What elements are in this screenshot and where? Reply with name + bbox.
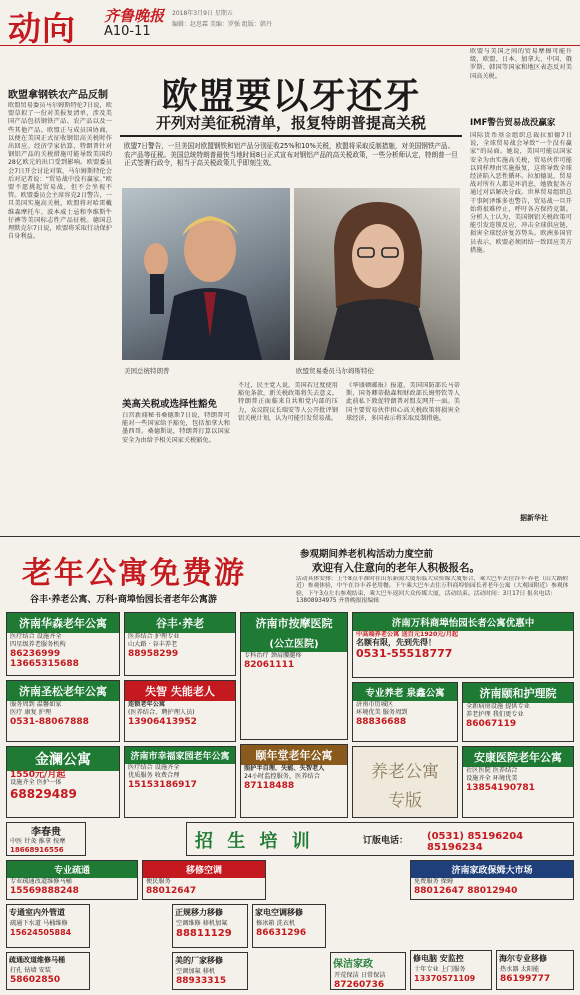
ad-head: 颐年堂老年公寓 — [241, 745, 347, 765]
ad-head: 招 生 培 训 — [195, 831, 314, 852]
ad-head: 移修空调 — [143, 861, 265, 878]
ad-phone: 82061111 — [244, 660, 295, 670]
mid-article-title: 美高关税或选择性豁免 — [122, 399, 218, 410]
ad-head: 专通室内外管道 — [9, 908, 65, 917]
ad-small — [142, 860, 266, 900]
ad-head: 家电空调移修 — [255, 908, 303, 917]
ad-box — [462, 682, 574, 742]
ad-box — [124, 612, 236, 676]
ad-head: 美的厂家移修 — [175, 956, 223, 965]
ad-line: 空调加氟 移机 — [176, 968, 216, 975]
photo2-caption: 欧盟贸易委员马尔姆斯特伦 — [296, 367, 374, 375]
right-article-title: IMF警告贸易战没赢家 — [470, 118, 556, 128]
ad-phone: (0531) 85196204 85196234 — [427, 831, 524, 853]
ad-box — [6, 680, 120, 742]
ad-box — [6, 612, 120, 676]
ad-head: 金澜公寓 — [7, 747, 119, 771]
mid-article-col1: 白宫新闻秘书桑德斯7日说，特朗普可能对一些国家给予豁免，包括加拿大和墨西哥。桑德斯说，特朗普打算以国家安全为由给予相关国家关税豁免。 — [122, 412, 230, 444]
main-subhead: 开列对美征税清单，报复特朗普提高关税 — [155, 114, 426, 132]
ad-line: 专科治疗 颈肩腰腿疼 — [244, 652, 302, 659]
ad-head: 济南华森老年公寓 — [7, 613, 119, 633]
ad-line: 设施齐全 医护一体 — [10, 779, 62, 786]
right-top-text: 欧盟与美国之间的贸易摩擦可能升级，欧盟、日本、加拿大、中国、俄罗斯、韩国等国家和地区表态反对美国高关税。 — [470, 48, 572, 80]
ad-line: 四星级养老服务机构 — [10, 641, 66, 648]
header-date: 2018年3月9日 星期五 — [172, 10, 233, 17]
ad-phone: 88958299 — [128, 649, 179, 659]
right-article-body: 国际货币基金组织总裁拉加德7日说，全球贸易战会导致“一个没有赢家”的局面。她说，美国可能以国家安全为由实施高关税，贸易伙伴可能以同样理由实施报复，这将导致全球经济陷入恶性循环。拉加德说，贸易战对所有人都是坏消息，她敦促各方通过对话解决分歧。世界贸易组织总干事阿泽维多也警告，贸易战一旦开始将很难停止，呼吁各方保持克制。分析人士认为，美国钢铝关税政策可能引发连锁反应，冲击全球供应链，损害全球经济复苏势头。欧洲多国官员表示，欧盟必须团结一致回应美方措施。 — [470, 132, 572, 254]
ad-phone: 88933315 — [176, 976, 227, 986]
header-editors: 编辑：赵思霖 美编：罗强 组版：韩丹 — [172, 21, 272, 28]
article-credit: 据新华社 — [520, 514, 548, 522]
ad-head: 济南市按摩医院 — [241, 613, 347, 633]
ad-phone: 15569888248 — [10, 886, 79, 896]
ad-head: 济南家政保姆大市场 — [411, 861, 573, 878]
ad-event-title1: 参观期间养老机构活动力度空前 — [300, 549, 434, 560]
ad-phone: 88836688 — [356, 717, 407, 727]
ad-head: 谷丰·养老 — [125, 613, 235, 633]
ad-phone: 58602850 — [10, 975, 61, 985]
ad-line: 便民服务 — [146, 878, 171, 885]
ad-head: 养老公寓 — [371, 762, 439, 782]
ad-line: 医疗结合 设施齐全 — [128, 764, 180, 771]
ad-box — [462, 746, 574, 818]
ad-phone: 13906413952 — [128, 717, 197, 727]
ad-small — [496, 950, 574, 990]
ad-head: 正规移力移修 — [175, 908, 223, 917]
ad-phone: 86067119 — [466, 719, 517, 729]
ad-phone: 86199777 — [500, 974, 551, 984]
ad-subhead: (公立医院) — [241, 633, 347, 652]
ad-small — [330, 952, 406, 990]
ad-line: 山大路 · 谷丰养老 — [128, 641, 178, 648]
ad-line: 开荒保洁 日常保洁 — [334, 972, 386, 979]
ad-small — [186, 822, 574, 856]
ad-line: 环境优美 服务周到 — [356, 709, 408, 716]
section-title: 动向 — [8, 9, 76, 48]
main-intro: 欧盟7日警告，一旦美国对欧盟钢铁和铝产品分别征收25%和10%关税，欧盟将采取反制措施，对美国钢铁产品、农产品等征税。美国总统特朗普最快当地时间8日正式宣布对钢铝产品的高关税政策，一些分析师认定，特朗普一旦正式签署行政令，相当于高关税政策几乎即刻生效。 — [124, 142, 458, 168]
ad-line: 中医 针灸 推拿 按摩 — [10, 838, 66, 845]
left-article-body: 欧盟贸易委员马尔姆斯特伦7日说，欧盟草拟了一份对美报复清单，涉及美国产品包括钢铁产品、农产品以及一些其他产品。欧盟正与成员国协商，以便在美国正式征收钢铝高关税时作出回应。经济学家估算，特朗普针对钢铝产品的关税措施可能导致美国约28亿欧元的出口受到影响。欧盟委员会7日开会讨论对策，马尔姆斯特伦会后对记者说：“贸易战中没有赢家。”欧盟不愿挑起贸易战，但不会坐视不管。欧盟委员会主席容克2日警告，一旦美国实施高关税，欧盟将对哈雷戴维森摩托车、波本威士忌和李维斯牛仔裤等美国标志性产品征税。德国总理默克尔7日说，欧盟将采取行动保护自身利益。 — [8, 102, 112, 241]
ad-box — [6, 746, 120, 818]
ad-head: 海尔专业移修 — [499, 954, 547, 963]
ad-box — [124, 680, 236, 742]
ad-line: 修冰箱 洗衣机 — [256, 920, 296, 927]
photo-malmstrom — [294, 188, 460, 360]
ad-line: 打孔 钻墙 安装 — [10, 967, 52, 974]
ad-head: 保洁家政 — [333, 959, 373, 970]
ad-line: 疏通下水道 马桶维修 — [10, 920, 68, 927]
ad-line: 中高端养老公寓 送百元1920元/月起 — [356, 631, 459, 638]
ad-head: 疏通改道维修马桶 — [9, 956, 65, 964]
ad-line: 社区医院 医养结合 — [466, 767, 518, 774]
ad-phone: 88012647 88012940 — [414, 886, 518, 896]
ad-line: 医疗 康复 护理 — [10, 709, 52, 716]
ad-box — [240, 744, 348, 818]
photo1-caption: 美国总统特朗普 — [124, 367, 170, 375]
ad-box — [124, 746, 236, 818]
ad-line: 专版 — [388, 791, 422, 811]
ad-phone: 87118488 — [244, 781, 295, 791]
ad-small — [410, 950, 492, 990]
ad-line: (医养结合、聘护理人员) — [128, 709, 195, 716]
ad-head: 济南圣松老年公寓 — [7, 681, 119, 701]
ad-phone: 13854190781 — [466, 783, 535, 793]
ad-head: 安康医院老年公寓 — [463, 747, 573, 767]
ad-head: 济南市幸福家园老年公寓 — [125, 747, 235, 764]
mid-article-col3: 《华盛顿邮报》报道，美国国防部长马蒂斯、国务卿蒂勒森和财政部长姆努钦等人此前私下敦促特朗普对盟友网开一面。美国主要贸易伙伴担心高关税政策将损害全球经济，多国表示将采取反制措施。 — [346, 382, 460, 422]
newspaper-brand: 齐鲁晚报 — [104, 7, 165, 25]
ad-phone: 18668916556 — [10, 846, 64, 854]
ad-phone: 13370571109 — [414, 974, 476, 983]
ad-line: 医疗结合 设施齐全 — [10, 633, 62, 640]
headline-rule — [120, 135, 462, 137]
ad-small — [6, 822, 86, 856]
ad-box — [352, 612, 574, 678]
ad-head: 专业养老 泉鑫公寓 — [353, 683, 457, 701]
ad-line: 设施齐全 环境优美 — [466, 775, 518, 782]
ad-line: 连锁老年公寓 — [128, 701, 166, 708]
ad-line: 1550元/月起 — [10, 770, 66, 780]
ad-phone: 87260736 — [334, 980, 385, 990]
ad-small — [6, 904, 90, 948]
ad-line: 优质服务 收费合理 — [128, 772, 180, 779]
ad-phone: 15153186917 — [128, 780, 197, 790]
mid-article-col2: 不过，民主党人说，美国若过度使用豁免条款，新关税政策将失去意义。特朗普正面临来自共和党内部的压力，众议院议长瑞安等人公开批评钢铝关税计划，认为可能引发贸易战。 — [238, 382, 338, 422]
ad-event-body: 活动具体安排：上午8点半准时在山东新闻大厦东临大众传媒大厦集合，乘大巴车去往谷丰·养老（山大路附近）参观体验，中午在谷丰养老用餐。下午乘大巴车去往万科商埠怡园长者老年公寓（大观园附近）参观体验，下午3点左右参观结束，乘大巴车返回大众传媒大厦，活动结束。活动时间：3月17日 报名电话：13808934975 齐鲁晚报报编辑 — [296, 576, 569, 605]
ad-line: 医养结合 护理专业 — [128, 633, 180, 640]
ad-phone: 86631296 — [256, 928, 307, 938]
ad-box — [352, 746, 458, 818]
page-numbers: A10-11 — [104, 24, 151, 39]
page-header — [0, 0, 580, 46]
ad-small — [172, 904, 248, 948]
ad-box — [352, 682, 458, 742]
ad-main-title: 老年公寓免费游 — [22, 556, 246, 591]
ad-head: 修电脑 安监控 — [413, 954, 464, 963]
ad-line: 专业疏通改道维修马桶 — [10, 878, 72, 885]
ad-line: 订版电话： — [363, 836, 409, 846]
ad-event-title2: 欢迎有入住意向的老年人积极报名。 — [312, 562, 480, 574]
ad-phone: 0531-55518777 — [356, 647, 453, 660]
ad-line: 热水器 太阳能 — [500, 966, 540, 973]
ad-line: 服务周到 温馨如家 — [10, 701, 62, 708]
ad-main-subtitle: 谷丰·养老公寓、万科·商埠怡园长者老年公寓游 — [30, 595, 217, 605]
ad-line: 免费服务 保姆 — [414, 878, 454, 885]
ad-phone: 68829489 — [10, 787, 77, 801]
ad-line: 名额有限，先到先得！ — [356, 638, 436, 647]
ad-head: 专业疏通 — [7, 861, 137, 878]
ad-line: 全新病房设施 提供专业 — [466, 703, 530, 710]
ad-small — [252, 904, 326, 948]
ad-small — [172, 952, 248, 990]
ad-small — [6, 860, 138, 900]
ad-head: 失智 失能老人 — [125, 681, 235, 701]
ad-line: 空调维修 移机加氟 — [176, 920, 228, 927]
photo-trump — [122, 188, 290, 360]
ad-phone: 88811129 — [176, 928, 232, 939]
ad-head: 济南颐和护理院 — [463, 683, 573, 703]
ad-small — [410, 860, 574, 900]
left-article-title: 欧盟拿钢铁农产品反制 — [8, 90, 108, 101]
ad-phone: 88012647 — [146, 886, 197, 896]
ad-phone: 86236999 13665315688 — [10, 649, 79, 669]
ad-phone: 0531-88067888 — [10, 717, 89, 727]
ad-box — [240, 612, 348, 740]
ad-phone: 15624505884 — [10, 928, 72, 937]
ad-small — [6, 952, 90, 990]
ad-line: 养老护理 我们更专业 — [466, 711, 524, 718]
ad-line: 十年专业 上门服务 — [414, 966, 466, 973]
ad-head: 李春贵 — [31, 827, 61, 838]
ad-head: 济南万科商埠怡园长者公寓优惠中 — [353, 613, 573, 631]
ad-line: 照护半自理、失能、失智老人 — [244, 765, 325, 772]
ad-line: 济南市历城区 — [356, 701, 394, 708]
ad-line: 24小时监控服务，医养结合 — [244, 773, 320, 780]
main-headline: 欧盟要以牙还牙 — [161, 75, 421, 117]
